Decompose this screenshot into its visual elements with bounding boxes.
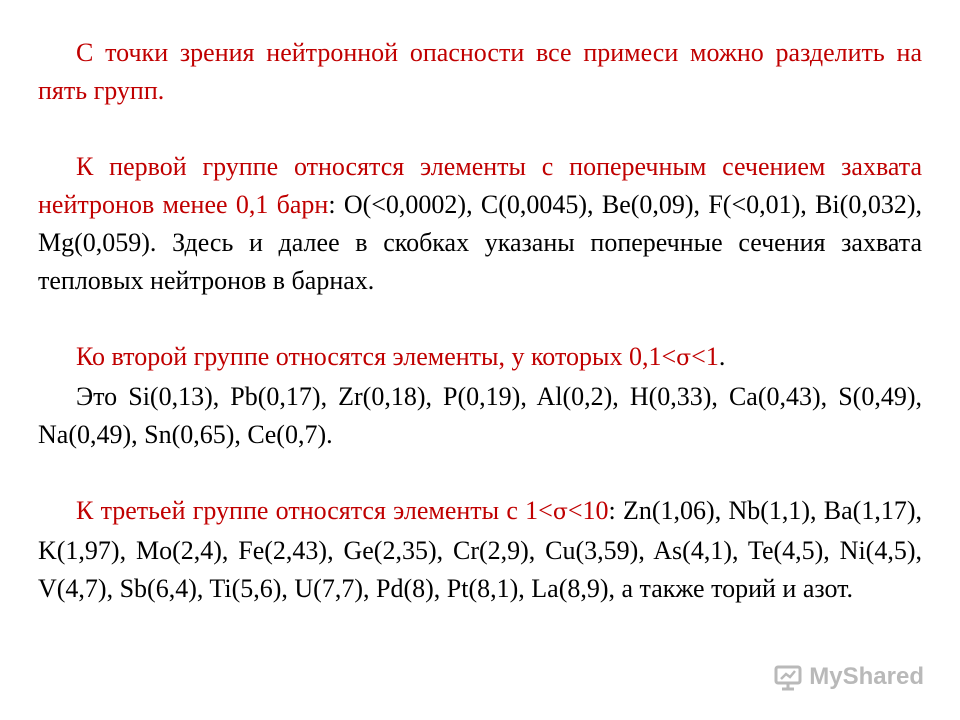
presentation-icon <box>773 662 803 692</box>
spacer <box>38 454 922 492</box>
group-3-elements: : Zn(1,06), Nb(1,1), Ba(1,17), K(1,97), Mo(2,4), Fe(2,43), Ge(2,35), Cr(2,9), Cu(3,59), As(4,1), Te(4,5), Ni(4,5), V(4,7), Sb(6,4), Ti(5,6), U(7,7), Pd(8), Pt(8,1), La(8,9), а также торий и азот. <box>38 496 922 603</box>
spacer <box>38 110 922 148</box>
group-2-heading-b: <1 <box>691 342 719 371</box>
paragraph-group-2-heading <box>38 338 922 378</box>
paragraph-group-2-elements <box>38 378 922 454</box>
paragraph-group-1 <box>38 148 922 300</box>
paragraph-intro <box>38 34 922 110</box>
sigma-symbol: σ <box>676 346 692 371</box>
group-3-heading-b: <10 <box>567 496 609 525</box>
group-2-elements: Это Si(0,13), Pb(0,17), Zr(0,18), P(0,19), Al(0,2), H(0,33), Ca(0,43), S(0,49), Na(0,49), Sn(0,65), Ce(0,7). <box>38 382 922 449</box>
watermark <box>773 662 924 692</box>
intro-text: С точки зрения нейтронной опасности все примеси можно разделить на пять групп. <box>38 38 922 105</box>
group-2-heading-end: . <box>718 342 726 371</box>
watermark-text: MyShared <box>809 663 924 690</box>
spacer <box>38 300 922 338</box>
slide-body <box>38 34 922 608</box>
group-3-heading-a: К третьей группе относятся элементы с 1< <box>76 496 553 525</box>
group-1-elements: : O(<0,0002), C(0,0045), Be(0,09), F(<0,01), Bi(0,032), Mg(0,059). Здесь и далее в скобках указаны поперечные сечения захвата тепловых нейтронов в барнах. <box>38 190 922 295</box>
paragraph-group-3 <box>38 492 922 608</box>
sigma-symbol: σ <box>552 500 568 525</box>
group-2-heading-a: Ко второй группе относятся элементы, у которых 0,1< <box>76 342 677 371</box>
group-1-heading: К первой группе относятся элементы с поперечным сечением захвата нейтронов менее 0,1 барн <box>38 152 922 219</box>
